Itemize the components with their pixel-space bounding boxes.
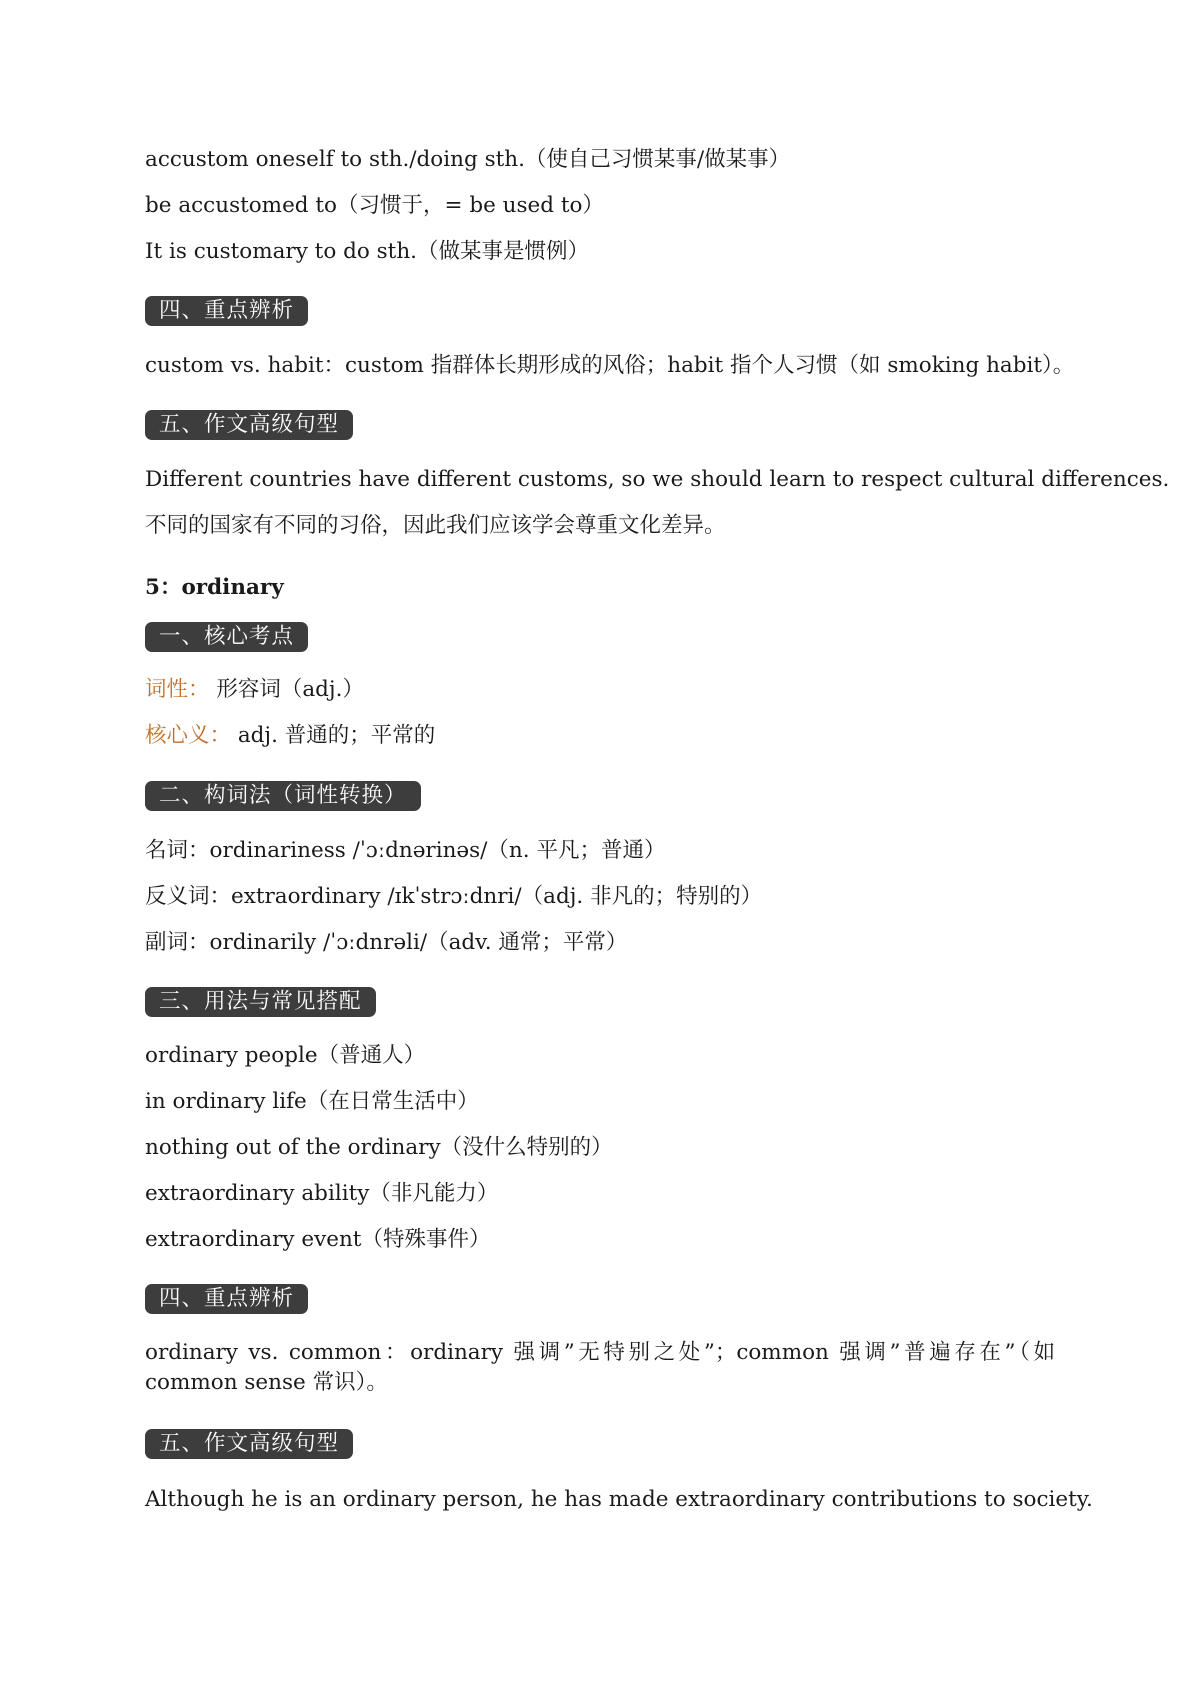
word-heading: 5：ordinary [145,575,284,600]
analysis-text: custom vs. habit：custom 指群体长期形成的风俗；habit 指个人习惯（如 smoking habit）。 [145,353,1075,378]
section-heading-sentence: 五、作文高级句型 [145,1429,353,1459]
meaning-line [145,722,435,750]
collocation-line: in ordinary life（在日常生活中） [145,1089,479,1114]
collocation-line: extraordinary event（特殊事件） [145,1227,491,1252]
collocation-line: extraordinary ability（非凡能力） [145,1181,499,1206]
pos-value: 形容词（adj.） [209,677,364,702]
collocation-line: ordinary people（普通人） [145,1043,426,1068]
meaning-label: 核心义： [145,723,232,748]
collocation-line: accustom oneself to sth./doing sth.（使自己习惯某事/做某事） [145,147,791,172]
derivation-line: 反义词：extraordinary /ɪkˈstrɔːdnri/（adj. 非凡的；特别的） [145,884,763,909]
pos-label: 词性： [145,677,210,702]
collocation-line: It is customary to do sth.（做某事是惯例） [145,239,589,264]
pos-line [145,676,364,704]
example-sentence-en: Different countries have different customs, so we should learn to respect cultural differences. [145,467,1170,492]
meaning-value: adj. 普通的；平常的 [231,723,436,748]
example-sentence-en: Although he is an ordinary person, he has made extraordinary contributions to society. [145,1487,1093,1512]
derivation-line: 副词：ordinarily /ˈɔːdnrəli/（adv. 通常；平常） [145,930,628,955]
collocation-line: be accustomed to（习惯于，= be used to） [145,193,604,218]
analysis-text: ordinary vs. common：ordinary 强调”无特别之处”；common 强调”普遍存在”（如 common sense 常识）。 [145,1340,1055,1395]
section-heading-usage: 三、用法与常见搭配 [145,987,376,1017]
derivation-line: 名词：ordinariness /ˈɔːdnərinəs/（n. 平凡；普通） [145,838,666,863]
section-heading-word-formation: 二、构词法（词性转换） [145,781,421,811]
example-sentence-cn: 不同的国家有不同的习俗，因此我们应该学会尊重文化差异。 [145,513,726,538]
section-heading-analysis: 四、重点辨析 [145,1284,308,1314]
collocation-line: nothing out of the ordinary（没什么特别的） [145,1135,613,1160]
section-heading-analysis: 四、重点辨析 [145,296,308,326]
section-heading-core: 一、核心考点 [145,622,308,652]
section-heading-sentence: 五、作文高级句型 [145,410,353,440]
